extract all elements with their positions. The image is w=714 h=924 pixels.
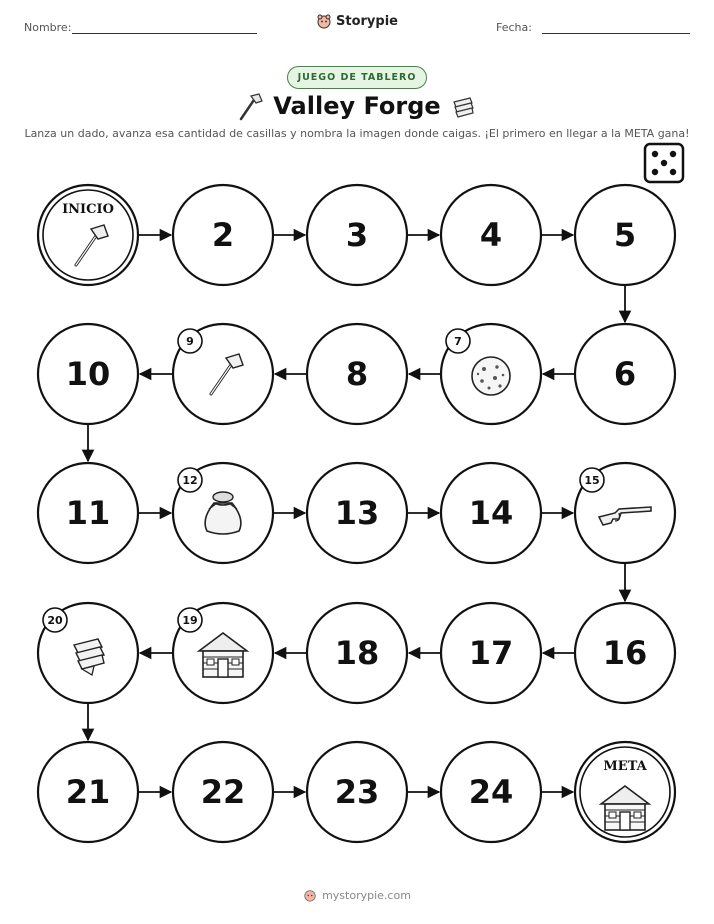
footer (0, 888, 714, 902)
cell-number: 17 (468, 634, 514, 672)
board-cell-1 (38, 185, 138, 285)
board-cell-22 (173, 742, 273, 842)
page-title: Valley Forge (273, 92, 441, 120)
cell-number: 21 (65, 773, 111, 811)
cell-number: 9 (186, 335, 194, 348)
board-cell-18 (307, 603, 407, 703)
date-label: Fecha: (496, 21, 532, 34)
cell-number: 3 (345, 216, 369, 254)
board-cell-12 (173, 463, 273, 563)
cell-number: 16 (602, 634, 648, 672)
cell-number: 4 (479, 216, 503, 254)
board-cell-2 (173, 185, 273, 285)
board-cell-8 (307, 324, 407, 424)
board-cell-9 (173, 324, 273, 424)
board-cell-7 (441, 324, 541, 424)
board-cell-21 (38, 742, 138, 842)
board-cell-17 (441, 603, 541, 703)
storypie-mascot-icon (303, 888, 317, 902)
instructions: Lanza un dado, avanza esa cantidad de casillas y nombra la imagen donde caigas. ¡El primero en llegar a la META gana! (24, 127, 690, 140)
cell-number: 8 (345, 355, 369, 393)
board-cell-10 (38, 324, 138, 424)
cell-number: 2 (211, 216, 235, 254)
cell-number: 23 (334, 773, 380, 811)
board-cell-25 (575, 742, 675, 842)
cell-number: 19 (182, 614, 198, 627)
cell-number: 7 (454, 335, 462, 348)
name-label: Nombre: (24, 21, 72, 34)
board-cell-5 (575, 185, 675, 285)
cell-number: 15 (584, 474, 600, 487)
board-cell-20 (38, 603, 138, 703)
board-cell-3 (307, 185, 407, 285)
cell-number: 6 (613, 355, 637, 393)
cell-number: 10 (65, 355, 111, 393)
cell-number: 24 (468, 773, 514, 811)
badge-text: JUEGO DE TABLERO (287, 66, 428, 89)
start-label: INICIO (62, 202, 114, 217)
board-cell-4 (441, 185, 541, 285)
cell-circle (38, 185, 138, 285)
cell-number: 12 (182, 474, 198, 487)
cell-number: 14 (468, 494, 514, 532)
board-cell-15 (575, 463, 675, 563)
cell-number: 20 (47, 614, 63, 627)
cookie-icon (472, 357, 510, 395)
footer-site: mystorypie.com (322, 888, 411, 902)
finish-label: META (603, 759, 647, 774)
board-cell-11 (38, 463, 138, 563)
board-cell-14 (441, 463, 541, 563)
cell-number: 5 (613, 216, 637, 254)
board-cell-19 (173, 603, 273, 703)
cell-number: 13 (334, 494, 380, 532)
board-cell-16 (575, 603, 675, 703)
board-cell-6 (575, 324, 675, 424)
brand-name: Storypie (336, 13, 398, 29)
cell-number: 11 (65, 494, 111, 532)
cell-number: 22 (200, 773, 246, 811)
board-cell-23 (307, 742, 407, 842)
board-cell-24 (441, 742, 541, 842)
board-cell-13 (307, 463, 407, 563)
cell-number: 18 (334, 634, 380, 672)
